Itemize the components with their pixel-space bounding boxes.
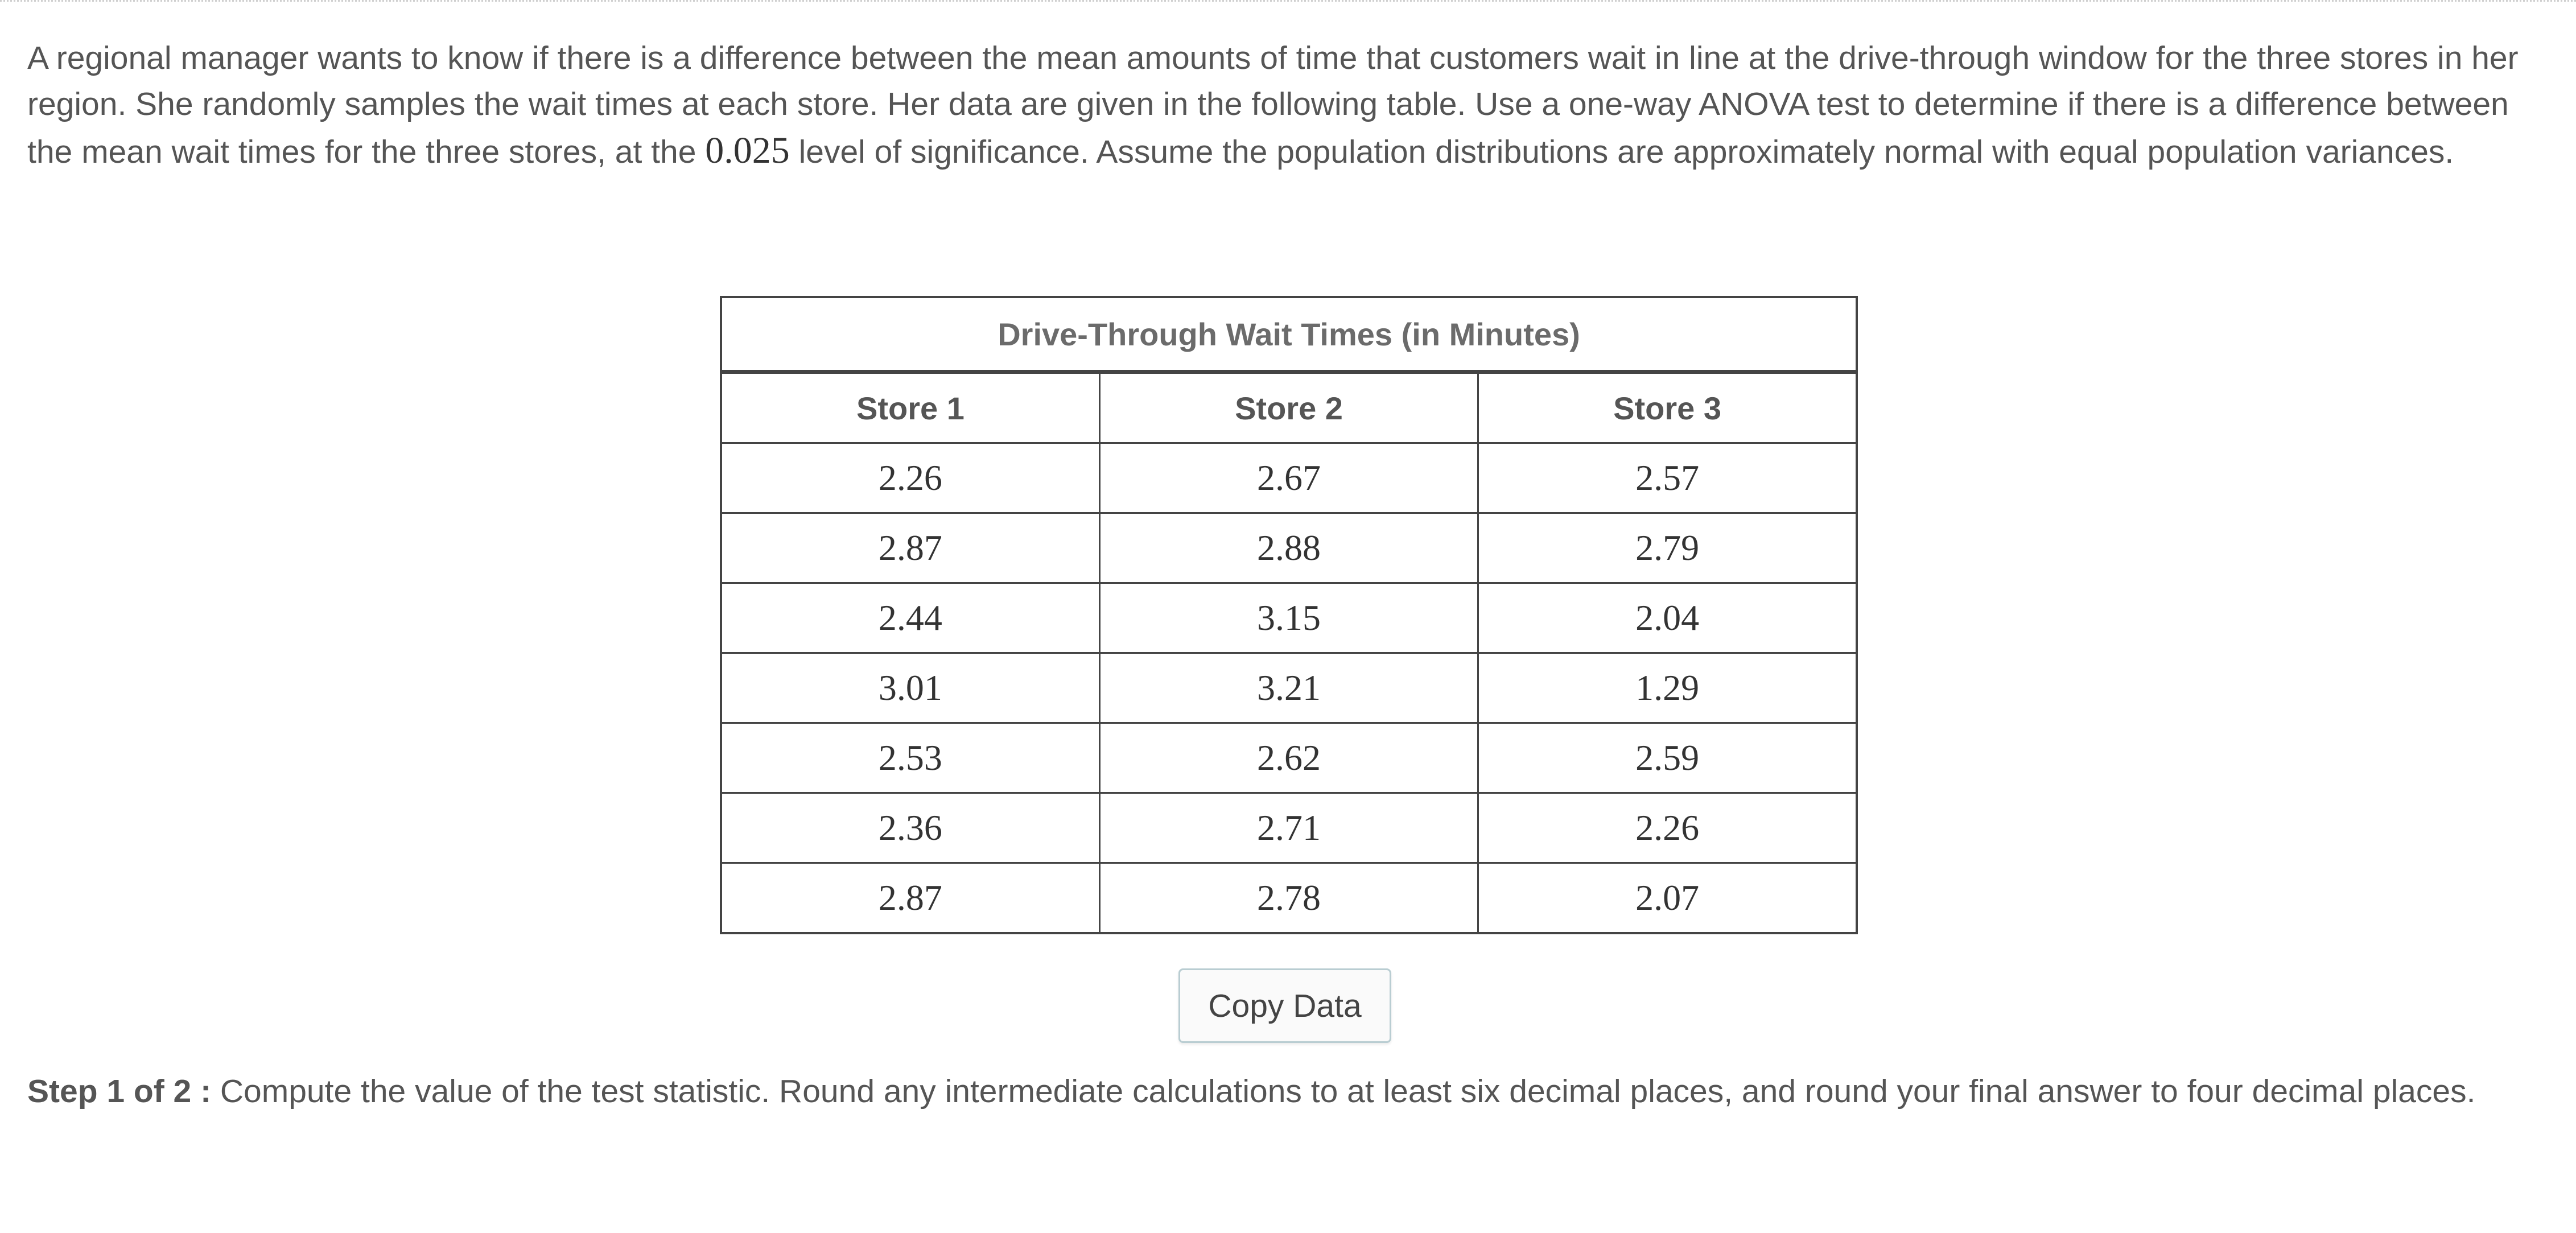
table-row: [721, 653, 1857, 723]
problem-text-before: A regional manager wants to know if there is a difference between the mean amounts of time that customers wait in line at the drive-through window for the three stores in her region. She randomly samples the wait times at each store. Her data are given in the following table. Use a one-way ANOVA test to determine if there is a difference between the mean wait times for the three stores, at the: [27, 40, 2519, 170]
table-cell: 2.57: [1478, 443, 1857, 513]
table-row: [721, 443, 1857, 513]
table-cell: 2.62: [1099, 723, 1478, 793]
table-cell: 2.26: [1478, 793, 1857, 863]
table-cell: 2.44: [721, 583, 1099, 653]
step-instruction: [27, 1069, 2554, 1115]
table-cell: 3.15: [1099, 583, 1478, 653]
table-cell: 2.78: [1099, 863, 1478, 934]
table-cell: 2.36: [721, 793, 1099, 863]
table-cell: 3.01: [721, 653, 1099, 723]
table-cell: 2.88: [1099, 513, 1478, 583]
table-cell: 2.67: [1099, 443, 1478, 513]
table-row: [721, 793, 1857, 863]
table-cell: 2.07: [1478, 863, 1857, 934]
table-cell: 1.29: [1478, 653, 1857, 723]
copy-data-button[interactable]: Copy Data: [1178, 968, 1391, 1043]
column-header-store-1: Store 1: [721, 372, 1099, 443]
table-row: [721, 583, 1857, 653]
table-cell: 2.87: [721, 513, 1099, 583]
table-row: [721, 723, 1857, 793]
column-header-store-2: Store 2: [1099, 372, 1478, 443]
problem-text-after: level of significance. Assume the population distributions are approximately normal with equal population variances.: [789, 134, 2454, 170]
significance-level: 0.025: [705, 130, 790, 171]
table-cell: 2.53: [721, 723, 1099, 793]
top-divider: [0, 0, 2576, 2]
table-row: [721, 513, 1857, 583]
problem-statement: [27, 35, 2554, 175]
table-cell: 2.79: [1478, 513, 1857, 583]
step-text: Compute the value of the test statistic. Round any intermediate calculations to at least six decimal places, and round your final answer to four decimal places.: [211, 1073, 2476, 1110]
wait-times-table: [720, 296, 1858, 934]
table-cell: 2.87: [721, 863, 1099, 934]
table-cell: 3.21: [1099, 653, 1478, 723]
table-cell: 2.59: [1478, 723, 1857, 793]
table-cell: 2.71: [1099, 793, 1478, 863]
table-caption: Drive-Through Wait Times (in Minutes): [721, 297, 1857, 372]
table-row: [721, 863, 1857, 934]
step-label: Step 1 of 2 :: [27, 1073, 212, 1110]
table-cell: 2.26: [721, 443, 1099, 513]
table-cell: 2.04: [1478, 583, 1857, 653]
column-header-store-3: Store 3: [1478, 372, 1857, 443]
